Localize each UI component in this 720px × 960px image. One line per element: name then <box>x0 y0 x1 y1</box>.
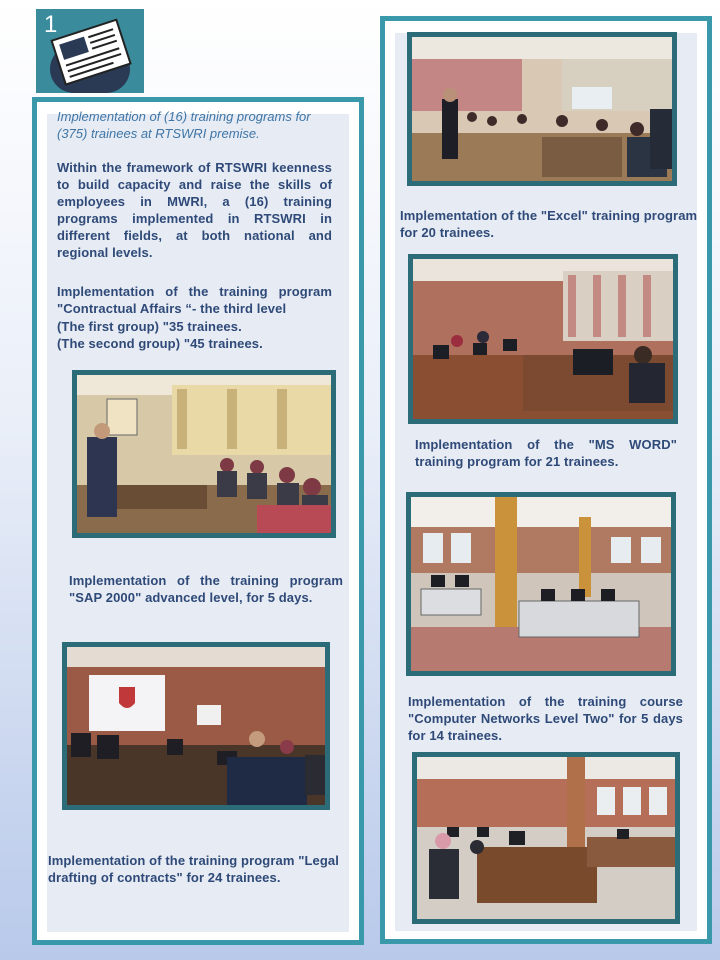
photo-contractual-affairs <box>72 370 336 538</box>
photo-computer-lab <box>412 752 680 924</box>
photo-ms-word <box>408 254 678 424</box>
contract-caption-line3: (The second group) "45 trainees. <box>57 336 263 351</box>
ms-word-caption: Implementation of the "MS WORD" training program for 21 trainees. <box>415 437 677 469</box>
page-badge <box>36 9 144 93</box>
newspaper-icon <box>40 15 144 93</box>
computer-lab-photo <box>417 757 675 919</box>
classroom-photo <box>412 37 672 181</box>
left-heading: Implementation of (16) training programs for (375) trainees at RTSWRI premise. <box>57 109 311 141</box>
excel-caption: Implementation of the "Excel" training program for 20 trainees. <box>400 208 698 240</box>
networks-caption: Implementation of the training course "Computer Networks Level Two" for 5 days for 14 trainees. <box>408 694 683 743</box>
computer-lab-photo <box>411 497 671 671</box>
computer-lab-photo <box>67 647 325 805</box>
computer-lab-photo <box>413 259 673 419</box>
lecture-photo <box>77 375 331 533</box>
photo-excel <box>407 32 677 186</box>
intro-paragraph: Within the framework of RTSWRI keenness to build capacity and raise the skills of employees in MWRI, a (16) training programs implemented in RTSWRI in different fields, at both national and regional levels. <box>57 160 332 260</box>
legal-caption: Implementation of the training program "Legal drafting of contracts" for 24 trainees. <box>48 853 339 885</box>
photo-sap-2000 <box>62 642 330 810</box>
page-number: 1 <box>44 11 58 38</box>
contract-caption-line1: Implementation of the training program "Contractual Affairs “- the third level <box>57 284 332 316</box>
contract-caption-line2: (The first group) "35 trainees. <box>57 319 242 334</box>
sap-caption: Implementation of the training program "SAP 2000" advanced level, for 5 days. <box>69 573 343 605</box>
photo-computer-networks <box>406 492 676 676</box>
